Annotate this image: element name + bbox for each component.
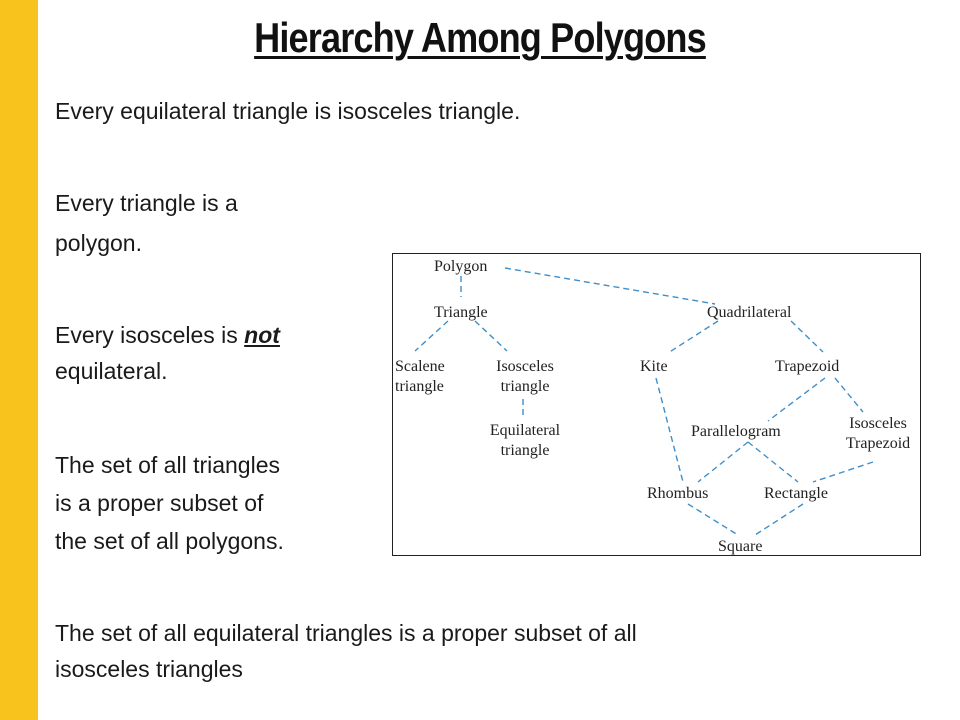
edge-kite-rhombus xyxy=(656,378,683,482)
node-equilateral-triangle xyxy=(479,421,571,461)
statement-isosceles-not-line2: equilateral. xyxy=(55,358,168,384)
statement-proper-subset-line1: The set of all triangles xyxy=(55,452,281,478)
edge-trapezoid-parallelogram xyxy=(768,378,825,421)
node-scalene-line2: triangle xyxy=(395,378,444,395)
edge-quadrilateral-kite xyxy=(668,321,718,353)
node-isosceles-trapezoid-line1: Isosceles xyxy=(849,415,907,432)
hierarchy-edges xyxy=(393,254,920,555)
node-isosceles-line2: triangle xyxy=(500,378,550,395)
node-triangle: Triangle xyxy=(434,304,488,321)
statement-equilateral-subset-line1: The set of all equilateral triangles is a proper subset of all xyxy=(55,620,637,646)
statement-triangle-polygon-line1: Every triangle is a xyxy=(55,190,238,216)
edge-parallelogram-rectangle xyxy=(748,442,798,482)
node-quadrilateral: Quadrilateral xyxy=(707,304,792,321)
node-isosceles-trapezoid-line2: Trapezoid xyxy=(845,435,911,452)
emphasis-not: not xyxy=(244,322,280,348)
edge-polygon-quadrilateral xyxy=(505,268,715,304)
statement-isosceles-text: Every isosceles is xyxy=(55,322,245,348)
node-rhombus: Rhombus xyxy=(647,485,709,502)
node-isosceles-line1: Isosceles xyxy=(496,358,554,375)
node-isosceles-trapezoid xyxy=(838,414,918,454)
node-isosceles-triangle xyxy=(488,357,562,397)
edge-triangle-scalene xyxy=(415,321,448,351)
edge-parallelogram-rhombus xyxy=(698,442,748,482)
edge-triangle-isosceles xyxy=(475,321,507,351)
edge-rhombus-square xyxy=(688,504,738,535)
edge-trapezoid-isosceles-trapezoid xyxy=(835,378,863,412)
statement-proper-subset-line2: is a proper subset of xyxy=(55,490,264,516)
statement-isosceles-not-line1 xyxy=(55,320,280,351)
edge-rectangle-square xyxy=(755,504,803,535)
statement-equilateral-subset-line2: isosceles triangles xyxy=(55,656,243,682)
node-scalene-line1: Scalene xyxy=(395,358,445,375)
node-rectangle: Rectangle xyxy=(764,485,828,502)
statement-equilateral-isosceles: Every equilateral triangle is isosceles triangle. xyxy=(55,98,521,124)
node-equilateral-line1: Equilateral xyxy=(489,422,561,439)
node-polygon: Polygon xyxy=(434,258,488,275)
slide-title: Hierarchy Among Polygons xyxy=(254,14,706,61)
edge-isosceles-trapezoid-rectangle xyxy=(813,462,873,482)
node-equilateral-line2: triangle xyxy=(500,442,550,459)
node-trapezoid: Trapezoid xyxy=(775,358,840,375)
node-scalene-triangle xyxy=(395,357,445,397)
statement-proper-subset-line3: the set of all polygons. xyxy=(55,528,284,554)
statement-triangle-polygon-line2: polygon. xyxy=(55,230,142,256)
edge-quadrilateral-trapezoid xyxy=(791,321,823,352)
node-parallelogram: Parallelogram xyxy=(691,423,781,440)
side-accent-bar xyxy=(0,0,40,720)
node-square: Square xyxy=(718,538,763,555)
polygon-hierarchy-diagram xyxy=(392,253,921,556)
node-kite: Kite xyxy=(640,358,668,375)
